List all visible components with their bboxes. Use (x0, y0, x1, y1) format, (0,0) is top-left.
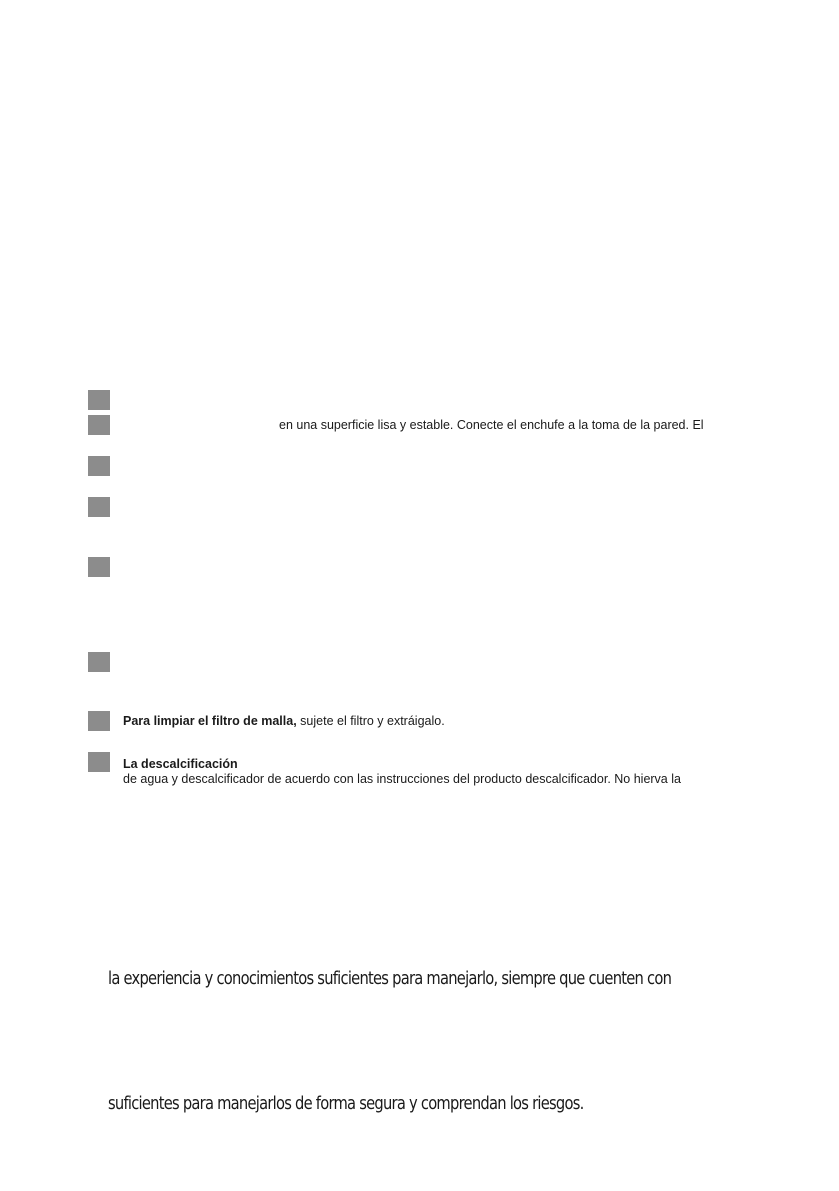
step-marker-7 (88, 711, 110, 731)
step-8-text: de agua y descalcificador de acuerdo con las instrucciones del producto descalcificador. No hierva la (123, 772, 681, 786)
warning-line-1: la experiencia y conocimientos suficientes para manejarlo, siempre que cuenten con (108, 969, 672, 989)
step-marker-6 (88, 652, 110, 672)
step-8-title: La descalcificación (123, 757, 238, 771)
step-7-rest: sujete el filtro y extráigalo. (296, 714, 445, 728)
step-marker-2 (88, 415, 110, 435)
step-marker-3 (88, 456, 110, 476)
step-marker-5 (88, 557, 110, 577)
step-7-text (123, 714, 445, 728)
step-marker-4 (88, 497, 110, 517)
step-marker-8 (88, 752, 110, 772)
step-2-text: en una superficie lisa y estable. Conecte el enchufe a la toma de la pared. El (279, 418, 704, 432)
warning-line-2: suficientes para manejarlos de forma segura y comprendan los riesgos. (108, 1094, 584, 1114)
step-marker-1 (88, 390, 110, 410)
step-7-bold: Para limpiar el filtro de malla, (123, 714, 297, 728)
